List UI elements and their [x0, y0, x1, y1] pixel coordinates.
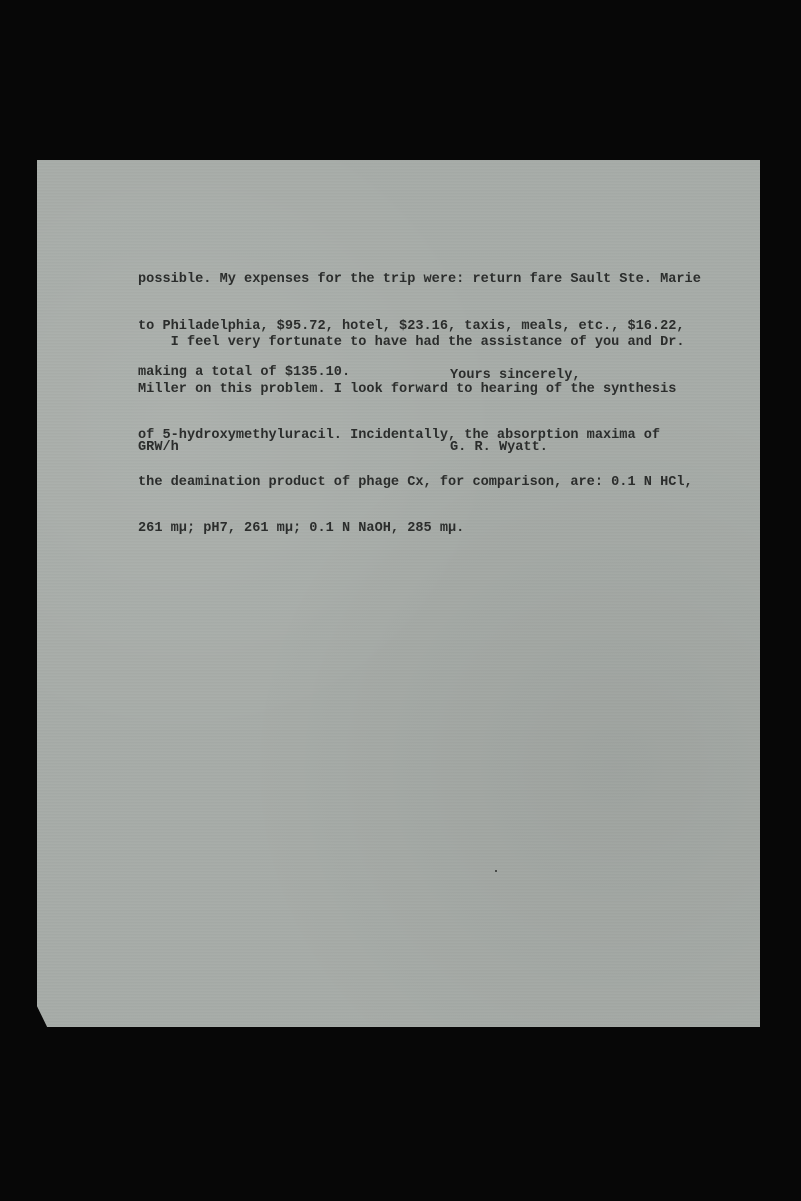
- thanks-paragraph: [138, 304, 693, 552]
- paragraph-line: Miller on this problem. I look forward to hearing of the synthesis: [138, 381, 677, 397]
- paragraph-line: making a total of $135.10.: [138, 365, 351, 380]
- paragraph-line: possible. My expenses for the trip were: return fare Sault Ste. Marie: [138, 272, 701, 287]
- closing-line: Yours sincerely,: [450, 368, 581, 383]
- paragraph-line: the deamination product of phage Cx, for comparison, are: 0.1 N HCl,: [138, 474, 693, 490]
- typist-initials: GRW/h: [138, 440, 179, 455]
- paragraph-line: of 5-hydroxymethyluracil. Incidentally, the absorption maxima of: [138, 428, 661, 443]
- paragraph-line: 261 mμ; pH7, 261 mμ; 0.1 N NaOH, 285 mμ.: [138, 521, 465, 536]
- signature-name: G. R. Wyatt.: [450, 440, 548, 455]
- paragraph-line: to Philadelphia, $95.72, hotel, $23.16, taxis, meals, etc., $16.22,: [138, 318, 685, 334]
- paragraph-line: I feel very fortunate to have had the assistance of you and Dr.: [138, 335, 685, 350]
- paper-speck: [495, 870, 497, 872]
